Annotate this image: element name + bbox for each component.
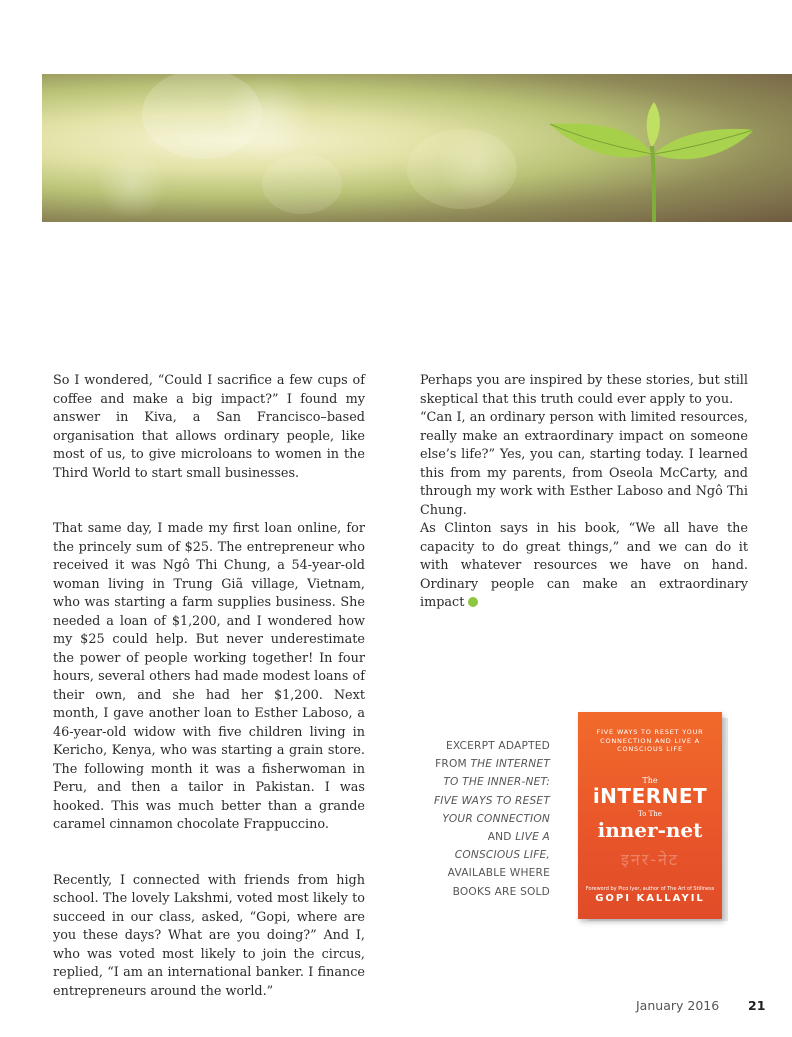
left-column (53, 372, 365, 1001)
footer-date: January 2016 (636, 998, 720, 1013)
book-to-the: To The (638, 810, 662, 818)
caption-and: AND (487, 831, 512, 844)
green-dot-icon (468, 597, 478, 607)
right-paragraph-3-text: As Clinton says in his book, “We all have the capacity to do great things,” and we can do it with whatever resources we have on hand. Ordinary people can make an extraordinary impact (420, 521, 748, 610)
left-paragraph-3: Recently, I connected with friends from high school. The lovely Lakshmi, voted most likely to succeed in our class, asked, “Gopi, where are you these days? What are you doing?” And I, who was voted most likely to join the circus, replied, “I am an international banker. I finance entrepreneurs around the world.” (53, 872, 365, 999)
hero-seedling-image (42, 74, 792, 222)
caption-lead: EXCERPT ADAPTED FROM (435, 740, 550, 771)
book-foreword: Foreword by Pico Iyer, author of The Art of Stillness (585, 886, 715, 892)
caption-title-a: THE INTERNET TO THE INNER-NET: FIVE WAYS TO RESET YOUR CONNECTION (433, 758, 550, 825)
seedling-sprout-image (42, 74, 792, 222)
right-column (420, 372, 748, 613)
book-title-line2: inner-net (597, 818, 703, 842)
book-author: GOPI KALLAYIL (595, 893, 705, 904)
page-number: 21 (748, 998, 766, 1013)
excerpt-caption (420, 737, 550, 901)
book-devanagari-watermark: इनर-नेट (621, 850, 679, 869)
caption-tail: AVAILABLE WHERE BOOKS ARE SOLD (447, 867, 550, 898)
left-paragraph-2: That same day, I made my first loan online, for the princely sum of $25. The entrepreneur who received it was Ngô Thi Chung, a 54-year-old woman living in Trung Giã village, Vietnam, who was starting a farm supplies business. She needed a loan of $1,200, and I wondered how my $25 could help. But never underestimate the power of people working together! In four hours, several others had made modest loans of their own, and she had her $1,200. Next month, I gave another loan to Esther Laboso, a 46-year-old widow with five children living in Kericho, Kenya, who was starting a grain store. The following month it was a fisherwoman in Peru, and then a tailor in Pakistan. I was hooked. This was much better than a grande caramel cinnamon chocolate Frappuccino. (53, 521, 365, 832)
book-the: The (642, 776, 658, 785)
caption-title-b: LIVE A CONSCIOUS LIFE, (454, 831, 550, 862)
right-paragraph-2: “Can I, an ordinary person with limited resources, really make an extraordinary impact on someone else’s life?” Yes, you can, starting today. I learned this from my parents, from Oseola McCarty, and through my work with Esther Laboso and Ngô Thi Chung. (420, 410, 748, 518)
book-tagline: FIVE WAYS TO RESET YOUR CONNECTION AND LIVE A CONSCIOUS LIFE (596, 728, 704, 753)
book-title-line1: iNTERNET (592, 784, 708, 808)
left-paragraph-1: So I wondered, “Could I sacrifice a few cups of coffee and make a big impact?” I found my answer in Kiva, a San Francisco–based organisation that allows ordinary people, like most of us, to give microloans to women in the Third World to start small businesses. (53, 373, 365, 481)
book-cover (578, 712, 722, 919)
right-paragraph-1: Perhaps you are inspired by these stories, but still skeptical that this truth could ever apply to you. (420, 373, 748, 407)
right-paragraph-3 (420, 520, 748, 613)
